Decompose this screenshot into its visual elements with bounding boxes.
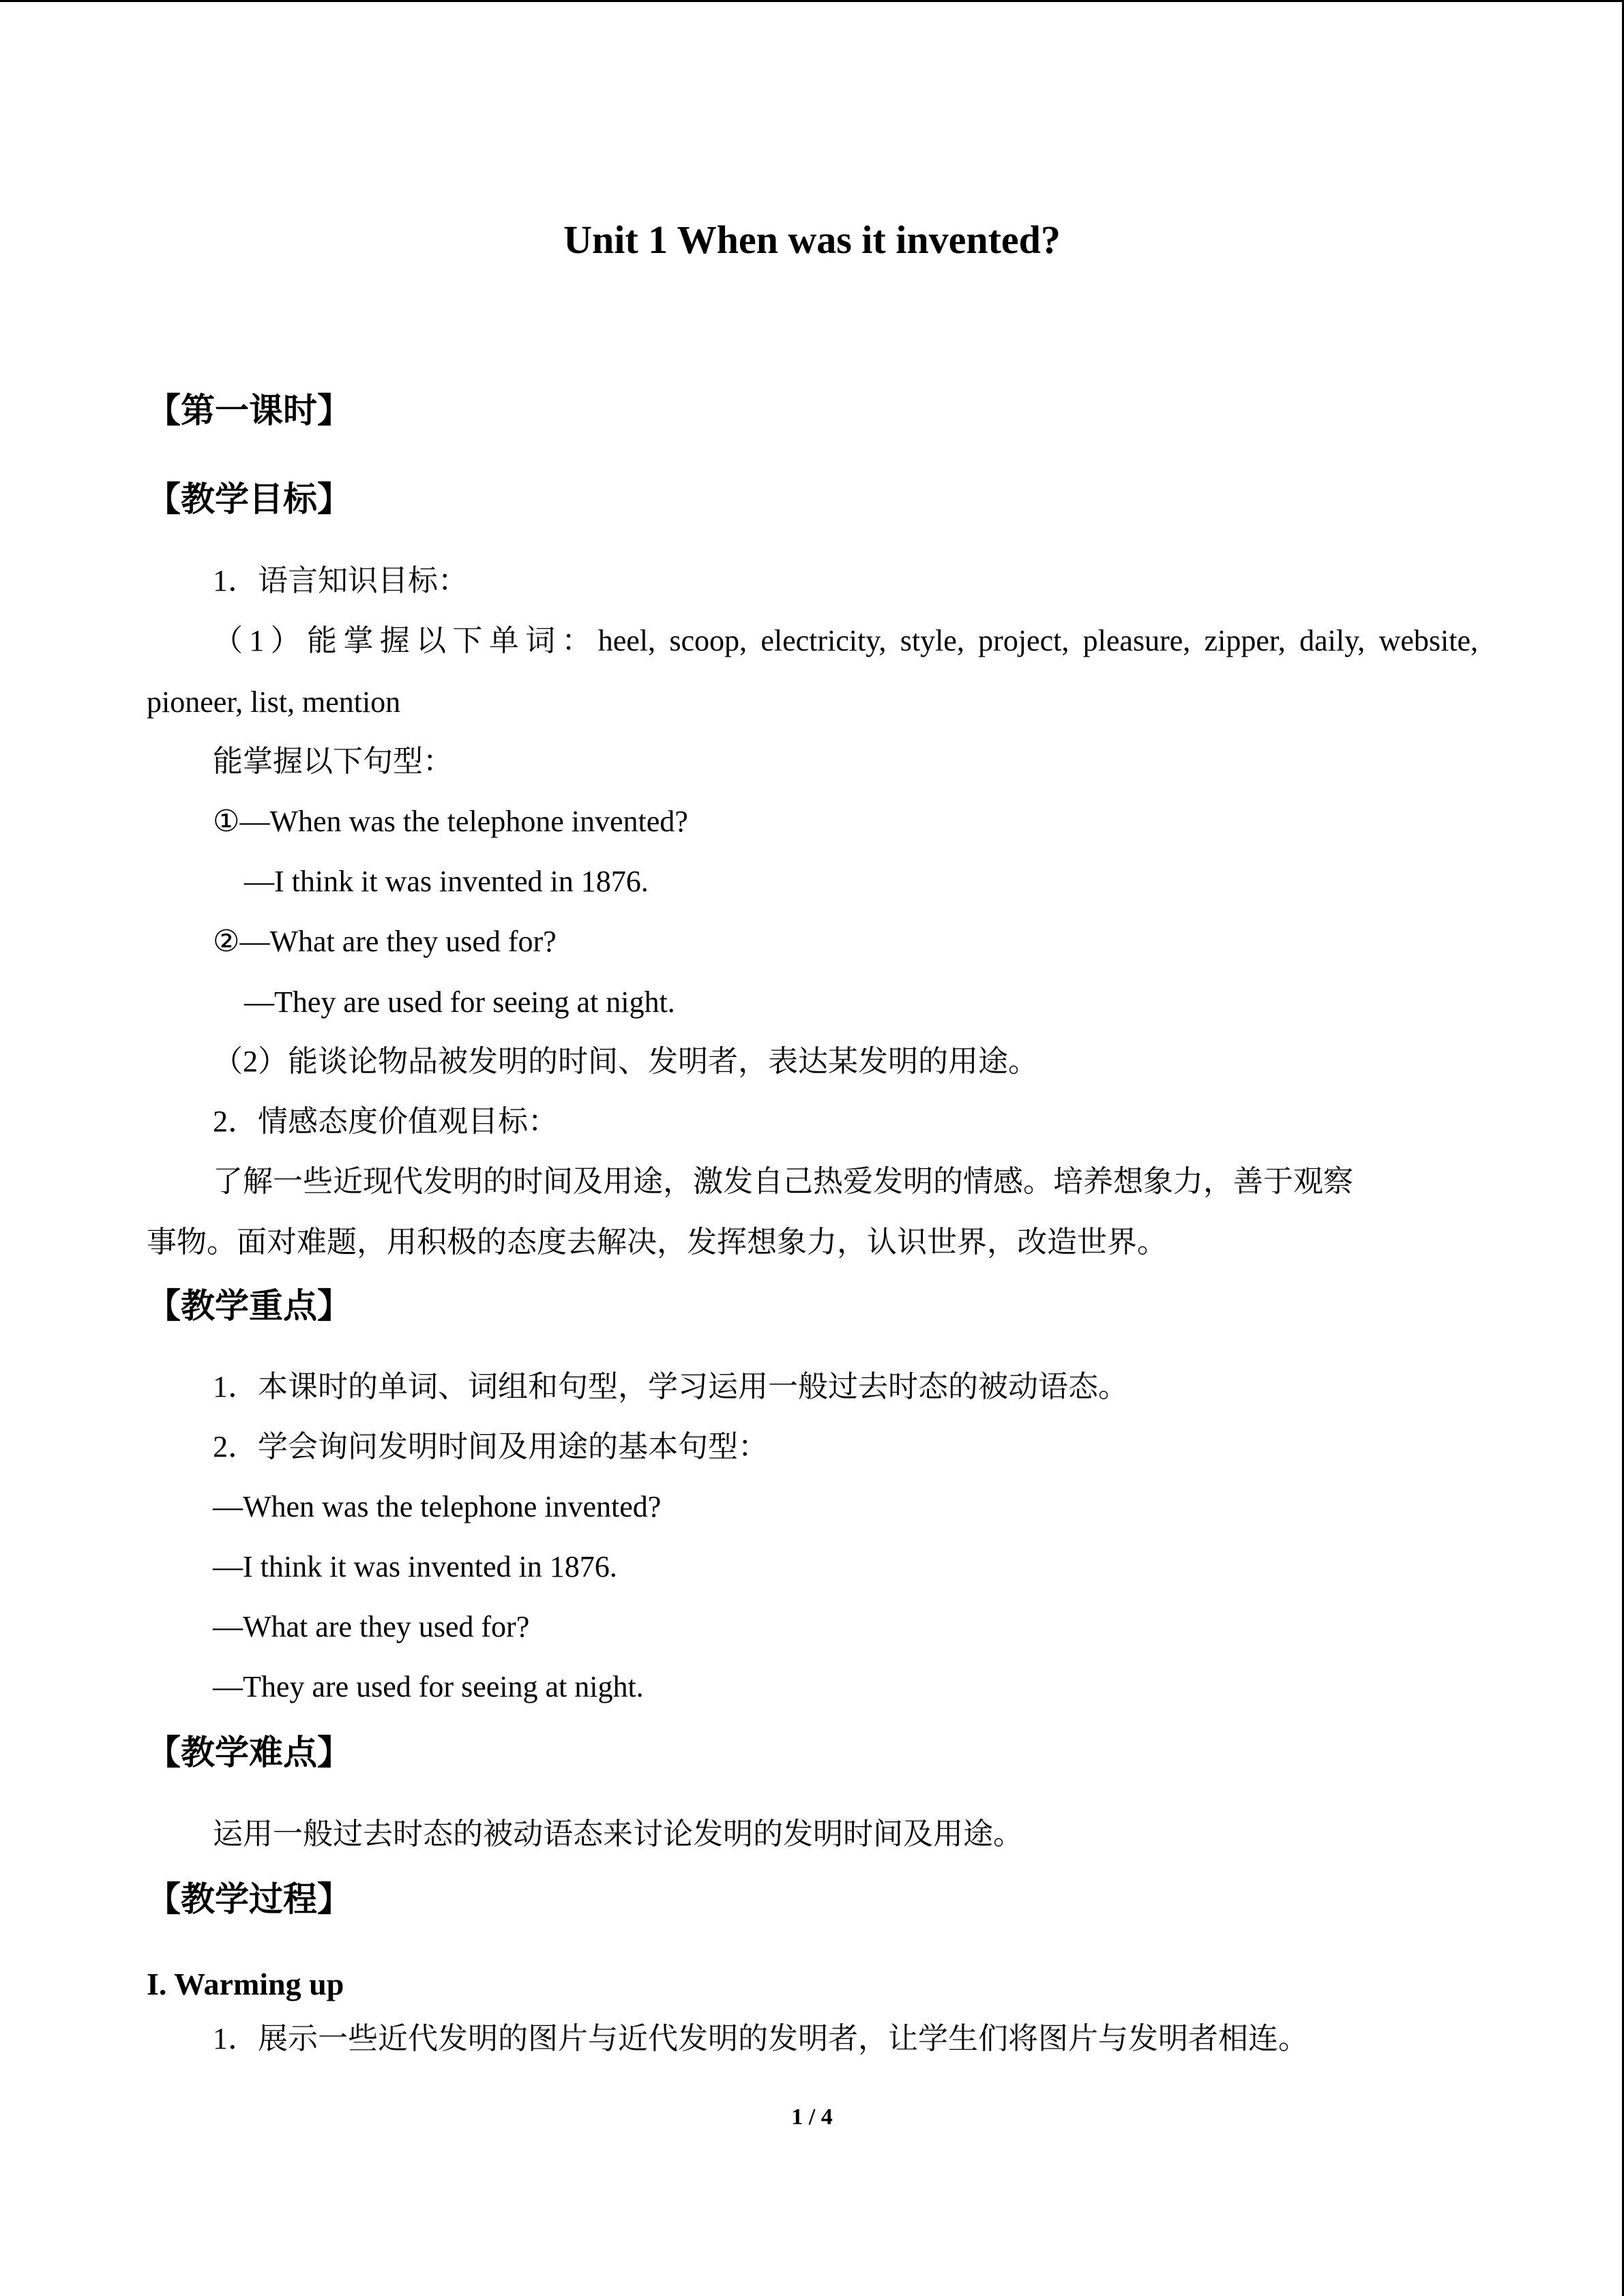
sentence-intro: 能掌握以下句型： [213,745,453,778]
key-point-question-2: —What are they used for? [213,1610,530,1643]
difficulty-item-1: 运用一般过去时态的被动语态来讨论发明的发明时间及用途。 [213,1817,1023,1851]
emotion-line-1: 了解一些近现代发明的时间及用途，激发自己热爱发明的情感。培养想象力，善于观察 [213,1165,1353,1198]
section-heading-difficulties: 【教学难点】 [147,1733,351,1772]
sentence-1-answer: —I think it was invented in 1876. [244,865,649,898]
key-point-item-2: 2．学会询问发明时间及用途的基本句型： [213,1430,768,1463]
vocab-line-1: （1）能掌握以下单词：heel, scoop, electricity, style, project, pleasure, zipper, daily, website, [213,624,1478,657]
process-warming-up-heading: I. Warming up [147,1967,344,2001]
section-heading-objectives: 【教学目标】 [147,479,351,519]
objective-item-1-title: 1．语言知识目标： [213,564,468,597]
key-point-item-1: 1．本课时的单词、词组和句型，学习运用一般过去时态的被动语态。 [213,1370,1128,1403]
objective-item-2-title: 2．情感态度价值观目标： [213,1105,558,1138]
section-heading-process: 【教学过程】 [147,1879,351,1919]
page-number: 1 / 4 [791,2104,833,2130]
sentence-1-question: ①—When was the telephone invented? [213,805,688,838]
objective-item-1-2: （2）能谈论物品被发明的时间、发明者，表达某发明的用途。 [213,1045,1038,1078]
section-heading-lesson: 【第一课时】 [147,391,351,430]
emotion-line-2: 事物。面对难题，用积极的态度去解决，发挥想象力，认识世界，改造世界。 [147,1225,1167,1259]
section-heading-key-points: 【教学重点】 [147,1286,351,1326]
sentence-2-question: ②—What are they used for? [213,925,557,958]
document-title: Unit 1 When was it invented? [563,218,1061,262]
sentence-2-answer: —They are used for seeing at night. [244,985,675,1019]
vocab-line-2: pioneer, list, mention [147,685,401,719]
process-item-1: 1．展示一些近代发明的图片与近代发明的发明者，让学生们将图片与发明者相连。 [213,2022,1308,2055]
key-point-question-1: —When was the telephone invented? [213,1490,662,1523]
key-point-answer-2: —They are used for seeing at night. [213,1670,644,1703]
key-point-answer-1: —I think it was invented in 1876. [213,1550,617,1583]
